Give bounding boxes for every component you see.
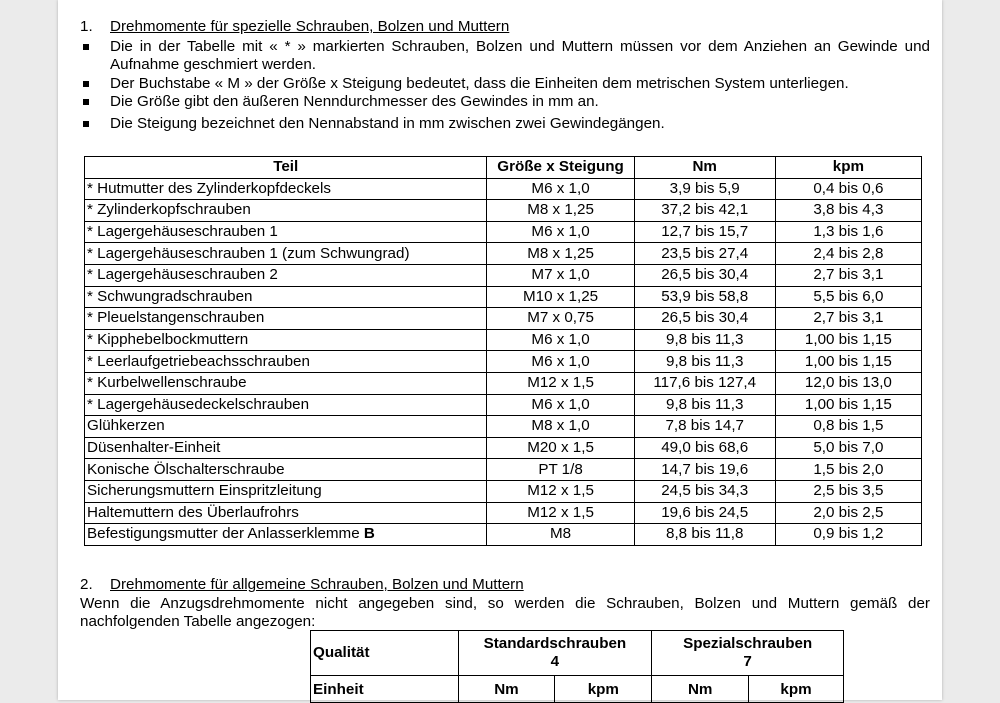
nm-cell: 14,7 bis 19,6 bbox=[634, 459, 775, 481]
kpm-cell: 2,5 bis 3,5 bbox=[775, 480, 921, 502]
part-cell: * Kipphebelbockmuttern bbox=[85, 329, 487, 351]
kpm-cell: 5,5 bis 6,0 bbox=[775, 286, 921, 308]
kpm-cell: 2,7 bis 3,1 bbox=[775, 264, 921, 286]
size-cell: M6 x 1,0 bbox=[487, 329, 634, 351]
table-row bbox=[85, 243, 922, 265]
part-cell: * Kurbelwellenschraube bbox=[85, 372, 487, 394]
table-row bbox=[85, 524, 922, 546]
size-cell: M10 x 1,25 bbox=[487, 286, 634, 308]
section-2 bbox=[80, 576, 930, 632]
table-row bbox=[85, 372, 922, 394]
size-cell: M20 x 1,5 bbox=[487, 437, 634, 459]
nm-cell: 7,8 bis 14,7 bbox=[634, 416, 775, 438]
bullet-icon bbox=[80, 115, 110, 134]
bullet-item: Die in der Tabelle mit « * » markierten Schrauben, Bolzen und Muttern müssen vor dem Anziehen an Gewinde und Aufnahme geschmiert werden. bbox=[80, 38, 930, 75]
header-kpm: kpm bbox=[775, 157, 921, 179]
table-row bbox=[85, 308, 922, 330]
size-cell: M8 x 1,25 bbox=[487, 200, 634, 222]
kpm-cell: 3,8 bis 4,3 bbox=[775, 200, 921, 222]
size-cell: M8 x 1,0 bbox=[487, 416, 634, 438]
table-row bbox=[85, 200, 922, 222]
table-body bbox=[85, 178, 922, 545]
part-cell: * Schwungradschrauben bbox=[85, 286, 487, 308]
part-cell: * Lagergehäusedeckelschrauben bbox=[85, 394, 487, 416]
section-1-bullets bbox=[80, 38, 930, 134]
bullet-icon bbox=[80, 75, 110, 94]
part-cell: * Zylinderkopfschrauben bbox=[85, 200, 487, 222]
nm-cell: 49,0 bis 68,6 bbox=[634, 437, 775, 459]
size-cell: M6 x 1,0 bbox=[487, 351, 634, 373]
bullet-item: Der Buchstabe « M » der Größe x Steigung bedeutet, dass die Einheiten dem metrischen System unterliegen. bbox=[80, 75, 930, 94]
nm-cell: 37,2 bis 42,1 bbox=[634, 200, 775, 222]
nm-cell: 23,5 bis 27,4 bbox=[634, 243, 775, 265]
size-cell: M7 x 1,0 bbox=[487, 264, 634, 286]
kpm-cell: 1,00 bis 1,15 bbox=[775, 329, 921, 351]
kpm-cell: 1,00 bis 1,15 bbox=[775, 394, 921, 416]
nm-cell: 117,6 bis 127,4 bbox=[634, 372, 775, 394]
bullet-item: Die Steigung bezeichnet den Nennabstand in mm zwischen zwei Gewindegängen. bbox=[80, 115, 930, 134]
table-row bbox=[85, 480, 922, 502]
special-screws-header: Spezialschrauben 7 bbox=[652, 631, 844, 676]
nm-cell: 53,9 bis 58,8 bbox=[634, 286, 775, 308]
bullet-icon bbox=[80, 38, 110, 75]
size-cell: M12 x 1,5 bbox=[487, 480, 634, 502]
unit-cell: kpm bbox=[555, 676, 652, 703]
part-cell: * Lagergehäuseschrauben 1 (zum Schwungrad) bbox=[85, 243, 487, 265]
size-cell: M12 x 1,5 bbox=[487, 502, 634, 524]
table-row bbox=[85, 351, 922, 373]
part-cell: * Pleuelstangenschrauben bbox=[85, 308, 487, 330]
table-row bbox=[85, 286, 922, 308]
table-row bbox=[85, 502, 922, 524]
table-row bbox=[85, 416, 922, 438]
terminal-suffix: B bbox=[359, 525, 375, 543]
bullet-icon bbox=[80, 93, 110, 112]
size-cell: M7 x 0,75 bbox=[487, 308, 634, 330]
table-row bbox=[85, 221, 922, 243]
kpm-cell: 0,8 bis 1,5 bbox=[775, 416, 921, 438]
bullet-item: Die Größe gibt den äußeren Nenndurchmesser des Gewindes in mm an. bbox=[80, 93, 930, 112]
section-1-number: 1. bbox=[80, 18, 93, 35]
table-row bbox=[85, 394, 922, 416]
table-row bbox=[311, 676, 844, 703]
unit-label: Einheit bbox=[311, 676, 459, 703]
nm-cell: 26,5 bis 30,4 bbox=[634, 308, 775, 330]
kpm-cell: 5,0 bis 7,0 bbox=[775, 437, 921, 459]
table-row bbox=[311, 631, 844, 676]
kpm-cell: 1,5 bis 2,0 bbox=[775, 459, 921, 481]
nm-cell: 9,8 bis 11,3 bbox=[634, 351, 775, 373]
nm-cell: 19,6 bis 24,5 bbox=[634, 502, 775, 524]
kpm-cell: 0,4 bis 0,6 bbox=[775, 178, 921, 200]
size-cell: M8 x 1,25 bbox=[487, 243, 634, 265]
kpm-cell: 12,0 bis 13,0 bbox=[775, 372, 921, 394]
nm-cell: 12,7 bis 15,7 bbox=[634, 221, 775, 243]
size-cell: M8 bbox=[487, 524, 634, 546]
size-cell: M6 x 1,0 bbox=[487, 394, 634, 416]
nm-cell: 26,5 bis 30,4 bbox=[634, 264, 775, 286]
table-row bbox=[85, 437, 922, 459]
size-cell: M12 x 1,5 bbox=[487, 372, 634, 394]
section-2-paragraph: Wenn die Anzugsdrehmomente nicht angegeben sind, so werden die Schrauben, Bolzen und Muttern gemäß der nachfolgenden Tabelle angezogen: bbox=[80, 594, 930, 630]
unit-cell: Nm bbox=[652, 676, 749, 703]
kpm-cell: 2,7 bis 3,1 bbox=[775, 308, 921, 330]
section-2-heading bbox=[80, 576, 930, 595]
part-cell: * Leerlaufgetriebeachsschrauben bbox=[85, 351, 487, 373]
torque-table-general bbox=[310, 630, 844, 703]
nm-cell: 3,9 bis 5,9 bbox=[634, 178, 775, 200]
part-cell: Konische Ölschalterschraube bbox=[85, 459, 487, 481]
standard-screws-header: Standardschrauben 4 bbox=[458, 631, 652, 676]
part-cell: * Lagergehäuseschrauben 2 bbox=[85, 264, 487, 286]
part-cell: Düsenhalter-Einheit bbox=[85, 437, 487, 459]
kpm-cell: 0,9 bis 1,2 bbox=[775, 524, 921, 546]
table-row bbox=[85, 264, 922, 286]
unit-cell: Nm bbox=[458, 676, 555, 703]
table-row bbox=[85, 178, 922, 200]
nm-cell: 9,8 bis 11,3 bbox=[634, 329, 775, 351]
table-row bbox=[85, 459, 922, 481]
part-cell: Glühkerzen bbox=[85, 416, 487, 438]
header-groesse: Größe x Steigung bbox=[487, 157, 634, 179]
size-cell: PT 1/8 bbox=[487, 459, 634, 481]
part-cell: * Lagergehäuseschrauben 1 bbox=[85, 221, 487, 243]
size-cell: M6 x 1,0 bbox=[487, 221, 634, 243]
kpm-cell: 1,00 bis 1,15 bbox=[775, 351, 921, 373]
kpm-cell: 2,0 bis 2,5 bbox=[775, 502, 921, 524]
header-nm: Nm bbox=[634, 157, 775, 179]
section-1-title: Drehmomente für spezielle Schrauben, Bolzen und Muttern bbox=[110, 18, 510, 35]
part-cell: Befestigungsmutter der Anlasserklemme B bbox=[85, 524, 487, 546]
table-row bbox=[85, 329, 922, 351]
kpm-cell: 2,4 bis 2,8 bbox=[775, 243, 921, 265]
document-page bbox=[58, 0, 942, 700]
section-1-heading bbox=[80, 18, 930, 37]
size-cell: M6 x 1,0 bbox=[487, 178, 634, 200]
nm-cell: 9,8 bis 11,3 bbox=[634, 394, 775, 416]
part-cell: Haltemuttern des Überlaufrohrs bbox=[85, 502, 487, 524]
quality-label: Qualität bbox=[311, 631, 459, 676]
kpm-cell: 1,3 bis 1,6 bbox=[775, 221, 921, 243]
table-header-row bbox=[85, 157, 922, 179]
section-1 bbox=[80, 18, 930, 133]
section-2-title: Drehmomente für allgemeine Schrauben, Bolzen und Muttern bbox=[110, 576, 524, 593]
nm-cell: 8,8 bis 11,8 bbox=[634, 524, 775, 546]
torque-table-special bbox=[84, 156, 922, 546]
section-2-number: 2. bbox=[80, 576, 93, 593]
part-cell: * Hutmutter des Zylinderkopfdeckels bbox=[85, 178, 487, 200]
header-teil: Teil bbox=[85, 157, 487, 179]
part-cell: Sicherungsmuttern Einspritzleitung bbox=[85, 480, 487, 502]
unit-cell: kpm bbox=[749, 676, 844, 703]
nm-cell: 24,5 bis 34,3 bbox=[634, 480, 775, 502]
